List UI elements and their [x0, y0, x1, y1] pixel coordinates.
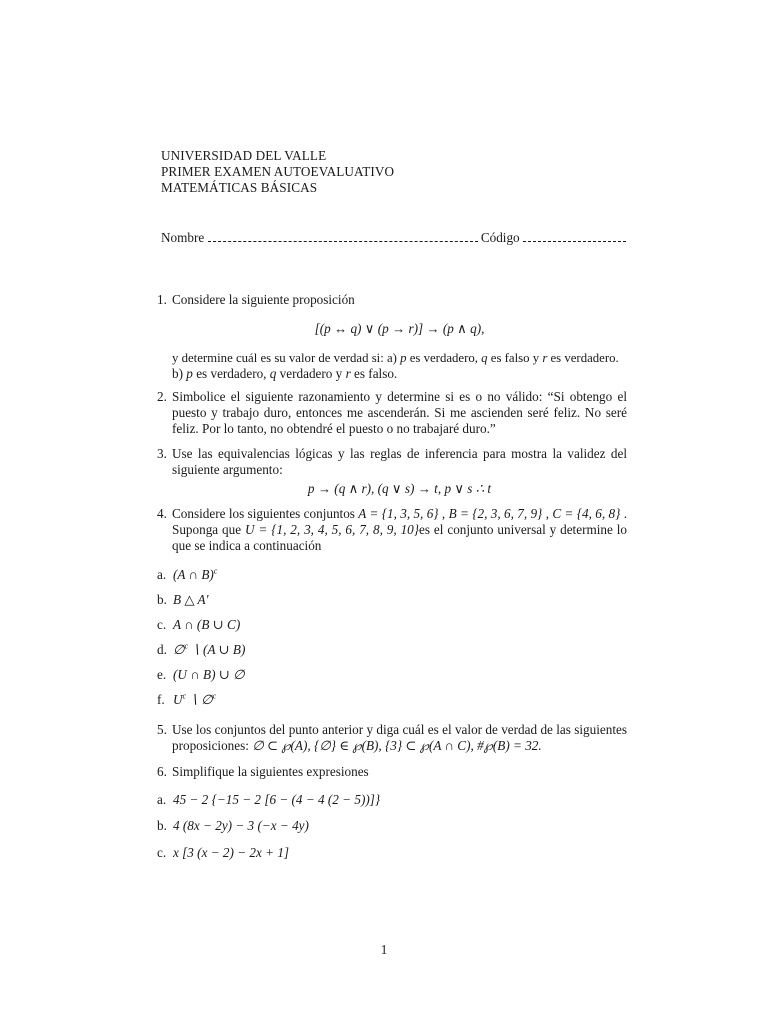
question-number: 6.: [157, 764, 167, 779]
question-text: Use los conjuntos del punto anterior y diga cuál es el valor de verdad de las siguientes proposiciones: ∅ ⊂ ℘(A), {∅} ∈ ℘(B), {3} ⊂ ℘(A ∩ C), #℘(B) = 32.: [172, 722, 627, 753]
subitem-4c: c. A ∩ (B ∪ C): [157, 617, 241, 632]
subitem-4e: e. (U ∩ B) ∪ ∅: [157, 667, 245, 682]
name-blank[interactable]: [208, 230, 478, 242]
name-label: Nombre: [161, 230, 205, 245]
subitem-6a: a. 45 − 2 {−15 − 2 [6 − (4 − 4 (2 − 5))]}: [157, 792, 381, 807]
subitem-6c: c. x [3 (x − 2) − 2x + 1]: [157, 845, 290, 860]
question-number: 1.: [157, 292, 167, 307]
question-text-a: y determine cuál es su valor de verdad si: a) p es verdadero, q es falso y r es verdadero.: [172, 351, 619, 365]
subitem-4f: f. $U^c$ ∖ ∅$^c$: [157, 691, 217, 707]
question-text-b: b) p es verdadero, q verdadero y r es falso.: [172, 366, 398, 381]
question-text: Considere los siguientes conjuntos A = {1, 3, 5, 6} , B = {2, 3, 6, 7, 9} , C = {4, 6, 8} . Suponga que U = {1, 2, 3, 4, 5, 6, 7, 8, 9, 10}es el conjunto universal y determine lo que se indica a continuación: [172, 506, 628, 553]
question-formula: [(p ↔ q) ∨ (p → r)] → (p ∧ q),: [314, 321, 485, 336]
code-label: Código: [480, 230, 520, 245]
question-text: Simplifique la siguientes expresiones: [172, 764, 369, 779]
subitem-4d: d. ∅$^c$ ∖ (A ∪ B): [157, 641, 246, 657]
subitem-6b: b. 4 (8x − 2y) − 3 (−x − 4y): [157, 818, 309, 833]
subitem-4a: a. (A ∩ B)$^c$: [157, 566, 218, 582]
question-number: 5.: [157, 722, 167, 737]
question-4: [157, 506, 627, 554]
question-text: Simbolice el siguiente razonamiento y determine si es o no válido: “Si obtengo el puesto y trabajo duro, entonces me ascenderán. Si me ascienden seré feliz. No seré feliz. Por lo tanto, no obtendré el puesto o no trabajaré duro.”: [172, 389, 627, 436]
exam-header: [161, 148, 394, 196]
question-number: 4.: [157, 506, 167, 521]
question-2: [157, 389, 627, 437]
question-1: [157, 292, 627, 382]
subitem-4b: b. B △ A′: [157, 592, 209, 607]
course-name: MATEMÁTICAS BÁSICAS: [161, 180, 318, 195]
question-5: [157, 722, 627, 754]
question-6: [157, 764, 627, 780]
student-info-line: [161, 230, 626, 246]
university-name: UNIVERSIDAD DEL VALLE: [161, 148, 327, 163]
question-number: 3.: [157, 446, 167, 461]
exam-title: PRIMER EXAMEN AUTOEVALUATIVO: [161, 164, 395, 179]
page-number: 1: [380, 942, 388, 957]
question-text: Use las equivalencias lógicas y las reglas de inferencia para mostra la validez del siguiente argumento:: [172, 446, 627, 477]
code-blank[interactable]: [523, 230, 626, 242]
question-3: [157, 446, 627, 501]
question-intro: Considere la siguiente proposición: [172, 292, 355, 307]
question-formula: p → (q ∧ r), (q ∨ s) → t, p ∨ s ∴ t: [307, 481, 492, 496]
question-number: 2.: [157, 389, 167, 404]
